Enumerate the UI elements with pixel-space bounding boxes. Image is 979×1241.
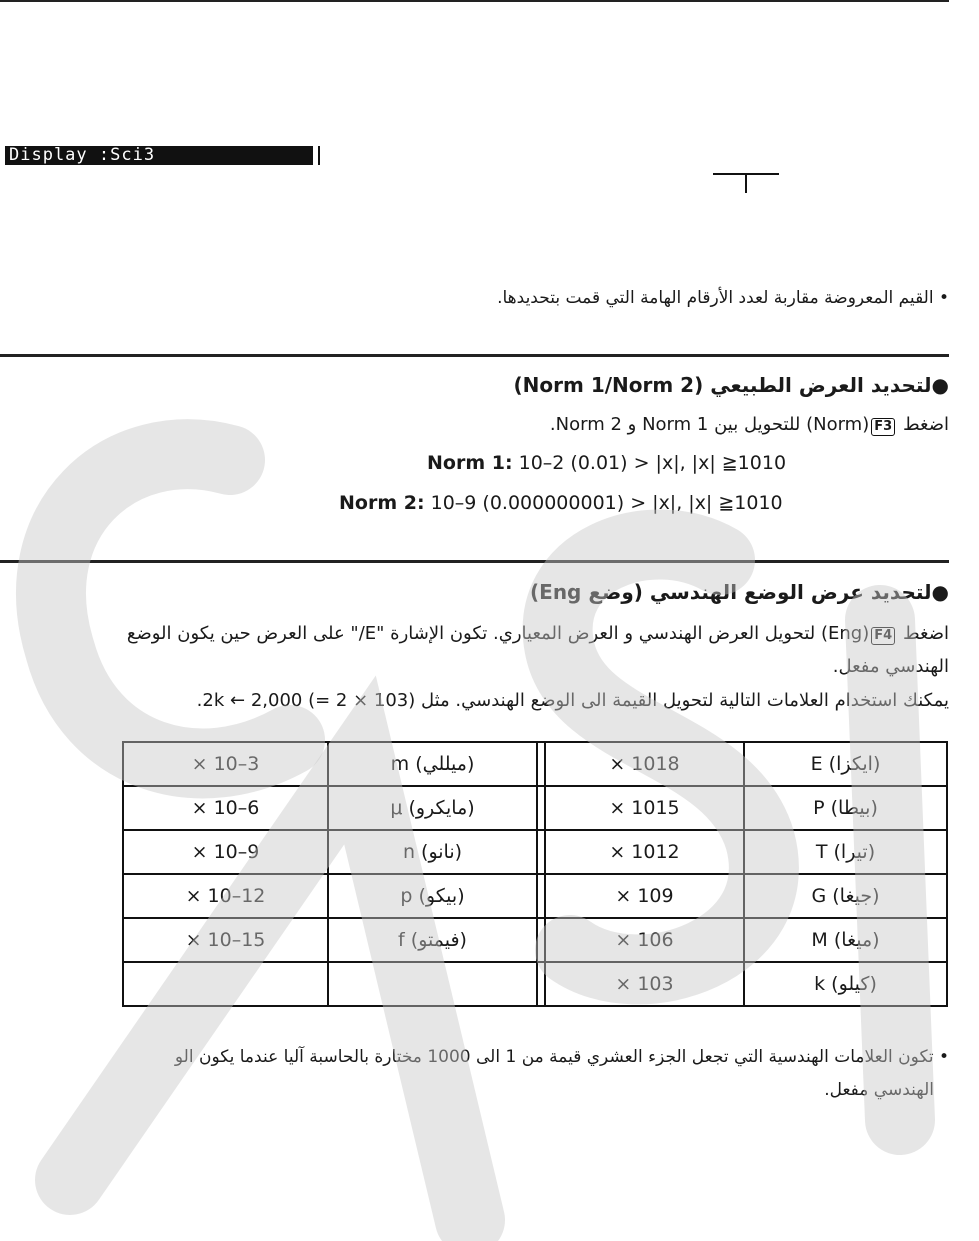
norm2-rule (339, 492, 783, 514)
eng-heading: ●لتحديد عرض الوضع الهندسي (وضع Eng) (530, 580, 949, 604)
small-prefix-cell: m (ميللي) (328, 742, 537, 786)
f4-key-icon: F4 (871, 627, 895, 645)
norm2-label: Norm 2: (339, 492, 425, 514)
column-gap (537, 918, 545, 962)
norm1-label: Norm 1: (427, 452, 513, 474)
large-prefix-cell: P (بيطا) (744, 786, 947, 830)
section-divider-2 (0, 560, 949, 563)
section-divider (0, 354, 949, 357)
eng-instruction-line1: (Eng) لتحويل العرض الهندسي و العرض المعياري. تكون الإشارة "E/" على العرض حين يكون الوضع (126, 623, 870, 644)
large-prefix-cell: G (جيغا) (744, 874, 947, 918)
large-power-cell: × 1018 (545, 742, 744, 786)
small-power-cell: × 10–12 (123, 874, 328, 918)
press-label: اضغط (902, 414, 949, 435)
column-gap (537, 742, 545, 786)
top-rule (0, 0, 949, 2)
column-gap (537, 874, 545, 918)
table-row (123, 786, 947, 830)
norm-instruction-text: (Norm) للتحويل بين Norm 1 و Norm 2. (549, 414, 870, 435)
watermark-label: CASIO (10, 20, 14, 21)
bullet-auto-select-line2: الهندسي مفعل. (824, 1080, 934, 1100)
small-power-cell: × 10–9 (123, 830, 328, 874)
norm2-range: 10–9 (0.000000001) > |x|, |x| ≧1010 (430, 492, 783, 514)
bracket-mark-stem (745, 173, 747, 193)
small-power-cell: × 10–3 (123, 742, 328, 786)
small-prefix-cell: f (فيمتو) (328, 918, 537, 962)
small-prefix-cell: μ (مايكرو) (328, 786, 537, 830)
bullet-auto-select: • تكون العلامات الهندسية التي تجعل الجزء العشري قيمة من 1 الى 1000 مختارة بالحاسبة آليا عندما يكون الو (174, 1047, 949, 1067)
norm-heading: ●لتحديد العرض الطبيعي (Norm 1/Norm 2) (513, 373, 949, 397)
table-row (123, 874, 947, 918)
f3-key-icon: F3 (871, 418, 895, 436)
norm1-range: 10–2 (0.01) > |x|, |x| ≧1010 (518, 452, 787, 474)
small-prefix-cell (328, 962, 537, 1006)
small-prefix-cell: p (بيكو) (328, 874, 537, 918)
table-row (123, 830, 947, 874)
table-row (123, 742, 947, 786)
small-prefix-cell: n (نانو) (328, 830, 537, 874)
large-prefix-cell: T (تيرا) (744, 830, 947, 874)
small-power-cell: × 10–15 (123, 918, 328, 962)
large-prefix-cell: E (ايكزا) (744, 742, 947, 786)
small-power-cell (123, 962, 328, 1006)
large-power-cell: × 1015 (545, 786, 744, 830)
bullet-significant-digits: • القيم المعروضة مقاربة لعدد الأرقام الهامة التي قمت بتحديدها. (497, 288, 949, 308)
si-prefix-table (122, 741, 948, 1007)
large-power-cell: × 103 (545, 962, 744, 1006)
press-label-2: اضغط (902, 623, 949, 644)
small-power-cell: × 10–6 (123, 786, 328, 830)
column-gap (537, 830, 545, 874)
norm-instruction (550, 414, 949, 436)
column-gap (537, 786, 545, 830)
large-power-cell: × 1012 (545, 830, 744, 874)
column-gap (537, 962, 545, 1006)
large-power-cell: × 106 (545, 918, 744, 962)
large-power-cell: × 109 (545, 874, 744, 918)
eng-example-line: يمكنك استخدام العلامات التالية لتحويل القيمة الى الوضع الهندسي. مثل (103 × 2 =) 2,000 ← 2k. (196, 690, 949, 711)
eng-instruction-line2: الهندسي مفعل. (832, 656, 949, 677)
table-row (123, 918, 947, 962)
display-setting-screen: Display :Sci3 (3, 146, 313, 165)
table-row (123, 962, 947, 1006)
large-prefix-cell: k (كيلو) (744, 962, 947, 1006)
norm1-rule (427, 452, 786, 474)
screen-edge (318, 146, 320, 165)
eng-instruction (127, 623, 949, 645)
large-prefix-cell: M (ميغا) (744, 918, 947, 962)
